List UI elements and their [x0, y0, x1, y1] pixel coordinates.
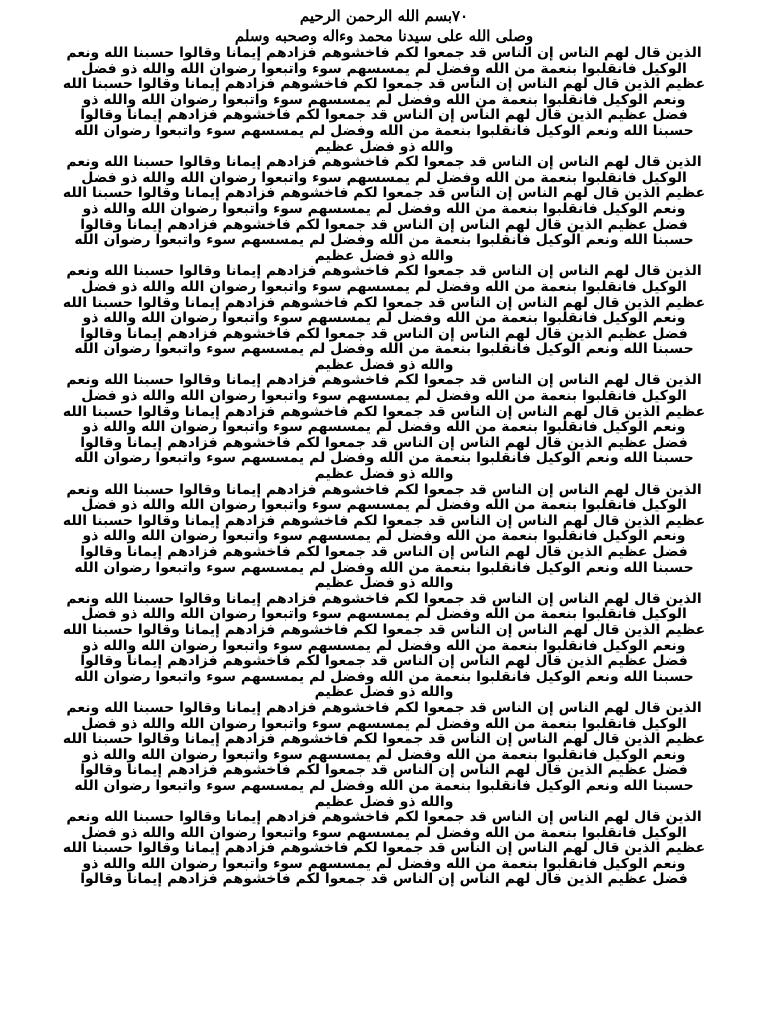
text-paragraph — [20, 483, 748, 592]
text-line: حسبنا الله ونعم الوكيل فانقلبوا بنعمة من الله وفضل لم يمسسهم سوء واتبعوا رضوان الله — [74, 669, 694, 685]
text-line: حسبنا الله ونعم الوكيل فانقلبوا بنعمة من الله وفضل لم يمسسهم سوء واتبعوا رضوان الله — [74, 342, 694, 358]
text-paragraph — [20, 373, 748, 482]
text-line: حسبنا الله ونعم الوكيل فانقلبوا بنعمة من الله وفضل لم يمسسهم سوء واتبعوا رضوان الله — [74, 560, 694, 576]
text-line: الذين قال لهم الناس إن الناس قد جمعوا لكم فاخشوهم فزادهم إيمانا وقالوا حسبنا الله ونعم — [66, 264, 702, 280]
text-line: ونعم الوكيل فانقلبوا بنعمة من الله وفضل لم يمسسهم سوء واتبعوا رضوان الله والله ذو — [82, 420, 686, 436]
text-line: عظيم الذين قال لهم الناس إن الناس قد جمعوا لكم فاخشوهم فزادهم إيمانا وقالوا حسبنا الله — [62, 186, 706, 202]
text-line: عظيم الذين قال لهم الناس إن الناس قد جمعوا لكم فاخشوهم فزادهم إيمانا وقالوا حسبنا الله — [62, 404, 706, 420]
text-line: ونعم الوكيل فانقلبوا بنعمة من الله وفضل لم يمسسهم سوء واتبعوا رضوان الله والله ذو — [82, 856, 686, 872]
text-line: فضل عظيم الذين قال لهم الناس إن الناس قد جمعوا لكم فاخشوهم فزادهم إيمانا وقالوا — [80, 763, 688, 779]
text-line: عظيم الذين قال لهم الناس إن الناس قد جمعوا لكم فاخشوهم فزادهم إيمانا وقالوا حسبنا الله — [62, 841, 706, 857]
text-line: والله ذو فضل عظيم — [314, 139, 454, 155]
text-line: الذين قال لهم الناس إن الناس قد جمعوا لكم فاخشوهم فزادهم إيمانا وقالوا حسبنا الله ونعم — [66, 482, 702, 498]
text-line: الوكيل فانقلبوا بنعمة من الله وفضل لم يمسسهم سوء واتبعوا رضوان الله والله ذو فضل — [81, 170, 687, 186]
text-line: الذين قال لهم الناس إن الناس قد جمعوا لكم فاخشوهم فزادهم إيمانا وقالوا حسبنا الله ونعم — [66, 46, 702, 61]
text-line: فضل عظيم الذين قال لهم الناس إن الناس قد جمعوا لكم فاخشوهم فزادهم إيمانا وقالوا — [80, 217, 688, 233]
text-line: الوكيل فانقلبوا بنعمة من الله وفضل لم يمسسهم سوء واتبعوا رضوان الله والله ذو فضل — [81, 389, 687, 405]
text-line: حسبنا الله ونعم الوكيل فانقلبوا بنعمة من الله وفضل لم يمسسهم سوء واتبعوا رضوان الله — [74, 123, 694, 139]
text-line: حسبنا الله ونعم الوكيل فانقلبوا بنعمة من الله وفضل لم يمسسهم سوء واتبعوا رضوان الله — [74, 451, 694, 467]
text-line: الوكيل فانقلبوا بنعمة من الله وفضل لم يمسسهم سوء واتبعوا رضوان الله والله ذو فضل — [81, 716, 687, 732]
text-line: والله ذو فضل عظيم — [314, 467, 454, 483]
text-line: والله ذو فضل عظيم — [314, 248, 454, 264]
text-line: الوكيل فانقلبوا بنعمة من الله وفضل لم يمسسهم سوء واتبعوا رضوان الله والله ذو فضل — [81, 279, 687, 295]
text-line: ونعم الوكيل فانقلبوا بنعمة من الله وفضل لم يمسسهم سوء واتبعوا رضوان الله والله ذو — [82, 747, 686, 763]
text-line: ونعم الوكيل فانقلبوا بنعمة من الله وفضل لم يمسسهم سوء واتبعوا رضوان الله والله ذو — [82, 92, 686, 108]
document-body — [20, 46, 748, 888]
text-line: الذين قال لهم الناس إن الناس قد جمعوا لكم فاخشوهم فزادهم إيمانا وقالوا حسبنا الله ونعم — [66, 810, 702, 826]
text-line: عظيم الذين قال لهم الناس إن الناس قد جمعوا لكم فاخشوهم فزادهم إيمانا وقالوا حسبنا الله — [62, 77, 706, 93]
text-line: ونعم الوكيل فانقلبوا بنعمة من الله وفضل لم يمسسهم سوء واتبعوا رضوان الله والله ذو — [82, 311, 686, 327]
text-line: الذين قال لهم الناس إن الناس قد جمعوا لكم فاخشوهم فزادهم إيمانا وقالوا حسبنا الله ونعم — [66, 373, 702, 389]
text-line: الذين قال لهم الناس إن الناس قد جمعوا لكم فاخشوهم فزادهم إيمانا وقالوا حسبنا الله ونعم — [66, 155, 702, 171]
text-line: والله ذو فضل عظيم — [314, 576, 454, 592]
text-line: ونعم الوكيل فانقلبوا بنعمة من الله وفضل لم يمسسهم سوء واتبعوا رضوان الله والله ذو — [82, 201, 686, 217]
text-line: والله ذو فضل عظيم — [314, 794, 454, 810]
document-header — [20, 6, 748, 46]
text-line: عظيم الذين قال لهم الناس إن الناس قد جمعوا لكم فاخشوهم فزادهم إيمانا وقالوا حسبنا الله — [62, 732, 706, 748]
text-line: حسبنا الله ونعم الوكيل فانقلبوا بنعمة من الله وفضل لم يمسسهم سوء واتبعوا رضوان الله — [74, 233, 694, 249]
text-line: الذين قال لهم الناس إن الناس قد جمعوا لكم فاخشوهم فزادهم إيمانا وقالوا حسبنا الله ونعم — [66, 591, 702, 607]
text-paragraph — [20, 592, 748, 701]
text-paragraph — [20, 810, 748, 888]
text-line: والله ذو فضل عظيم — [314, 357, 454, 373]
text-line: عظيم الذين قال لهم الناس إن الناس قد جمعوا لكم فاخشوهم فزادهم إيمانا وقالوا حسبنا الله — [62, 513, 706, 529]
text-line: فضل عظيم الذين قال لهم الناس إن الناس قد جمعوا لكم فاخشوهم فزادهم إيمانا وقالوا — [80, 654, 688, 670]
text-line: الوكيل فانقلبوا بنعمة من الله وفضل لم يمسسهم سوء واتبعوا رضوان الله والله ذو فضل — [81, 607, 687, 623]
text-line: فضل عظيم الذين قال لهم الناس إن الناس قد جمعوا لكم فاخشوهم فزادهم إيمانا وقالوا — [80, 545, 688, 560]
text-line: فضل عظيم الذين قال لهم الناس إن الناس قد جمعوا لكم فاخشوهم فزادهم إيمانا وقالوا — [80, 326, 688, 342]
text-line: الوكيل فانقلبوا بنعمة من الله وفضل لم يمسسهم سوء واتبعوا رضوان الله والله ذو فضل — [81, 825, 687, 841]
salawat-heading: وصلى الله على سيدنا محمد وءاله وصحبه وسلم — [234, 27, 534, 45]
text-line: عظيم الذين قال لهم الناس إن الناس قد جمعوا لكم فاخشوهم فزادهم إيمانا وقالوا حسبنا الله — [62, 622, 706, 638]
text-paragraph — [20, 155, 748, 264]
text-line: فضل عظيم الذين قال لهم الناس إن الناس قد جمعوا لكم فاخشوهم فزادهم إيمانا وقالوا — [80, 435, 688, 451]
text-line: الوكيل فانقلبوا بنعمة من الله وفضل لم يمسسهم سوء واتبعوا رضوان الله والله ذو فضل — [81, 498, 687, 514]
text-paragraph — [20, 264, 748, 373]
text-line: ونعم الوكيل فانقلبوا بنعمة من الله وفضل لم يمسسهم سوء واتبعوا رضوان الله والله ذو — [82, 529, 686, 545]
text-line: فضل عظيم الذين قال لهم الناس إن الناس قد جمعوا لكم فاخشوهم فزادهم إيمانا وقالوا — [80, 108, 688, 124]
text-paragraph — [20, 46, 748, 155]
basmala-heading: ٧٠بسم الله الرحمن الرحيم — [299, 7, 469, 25]
text-line: الذين قال لهم الناس إن الناس قد جمعوا لكم فاخشوهم فزادهم إيمانا وقالوا حسبنا الله ونعم — [66, 700, 702, 716]
text-line: فضل عظيم الذين قال لهم الناس إن الناس قد جمعوا لكم فاخشوهم فزادهم إيمانا وقالوا — [80, 872, 688, 888]
text-line: الوكيل فانقلبوا بنعمة من الله وفضل لم يمسسهم سوء واتبعوا رضوان الله والله ذو فضل — [81, 61, 687, 77]
text-line: والله ذو فضل عظيم — [314, 685, 454, 701]
text-paragraph — [20, 701, 748, 810]
text-line: ونعم الوكيل فانقلبوا بنعمة من الله وفضل لم يمسسهم سوء واتبعوا رضوان الله والله ذو — [82, 638, 686, 654]
text-line: عظيم الذين قال لهم الناس إن الناس قد جمعوا لكم فاخشوهم فزادهم إيمانا وقالوا حسبنا الله — [62, 295, 706, 311]
text-line: حسبنا الله ونعم الوكيل فانقلبوا بنعمة من الله وفضل لم يمسسهم سوء واتبعوا رضوان الله — [74, 778, 694, 794]
